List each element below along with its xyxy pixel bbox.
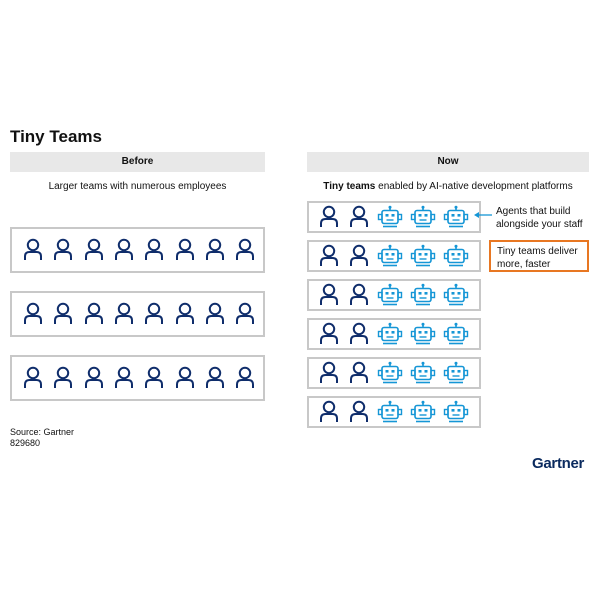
person-icon (348, 322, 370, 346)
page-title: Tiny Teams (10, 127, 102, 146)
person-icon (234, 302, 256, 326)
person-icon (113, 302, 135, 326)
agents-annotation: Agents that build alongside your staff (496, 206, 583, 230)
robot-icon (377, 400, 403, 424)
person-icon (348, 400, 370, 424)
person-icon (174, 238, 196, 262)
robot-icon (410, 322, 436, 346)
person-icon (204, 366, 226, 390)
person-icon (52, 302, 74, 326)
before-team-box (10, 291, 265, 337)
now-subtitle-rest: enabled by AI-native development platforms (375, 181, 573, 192)
person-icon (234, 238, 256, 262)
person-icon (318, 283, 340, 307)
person-icon (318, 361, 340, 385)
before-subtitle: Larger teams with numerous employees (48, 181, 227, 192)
robot-icon (443, 400, 469, 424)
person-icon (174, 366, 196, 390)
person-icon (318, 205, 340, 229)
robot-icon (377, 205, 403, 229)
robot-icon (443, 322, 469, 346)
person-icon (83, 366, 105, 390)
robot-icon (443, 244, 469, 268)
robot-icon (377, 283, 403, 307)
person-icon (204, 238, 226, 262)
person-icon (348, 244, 370, 268)
robot-icon (377, 361, 403, 385)
person-icon (83, 302, 105, 326)
now-subtitle-bold: Tiny teams (323, 181, 376, 192)
robot-icon (443, 283, 469, 307)
person-icon (348, 361, 370, 385)
person-icon (204, 302, 226, 326)
robot-icon (410, 400, 436, 424)
source-line: Source: Gartner (10, 427, 75, 437)
robot-icon (410, 283, 436, 307)
callout-box: Tiny teams deliver more, faster (489, 240, 589, 272)
person-icon (234, 366, 256, 390)
person-icon (52, 366, 74, 390)
before-team-box (10, 355, 265, 401)
gartner-logo: Gartner (532, 455, 585, 472)
doc-id: 829680 (10, 438, 41, 448)
person-icon (174, 302, 196, 326)
person-icon (113, 238, 135, 262)
arrow-left-icon (473, 210, 493, 220)
person-icon (22, 366, 44, 390)
person-icon (143, 238, 165, 262)
robot-icon (410, 205, 436, 229)
person-icon (83, 238, 105, 262)
before-team-box (10, 227, 265, 273)
person-icon (318, 322, 340, 346)
person-icon (348, 205, 370, 229)
source-note (10, 427, 74, 449)
person-icon (22, 302, 44, 326)
person-icon (318, 400, 340, 424)
robot-icon (377, 322, 403, 346)
robot-icon (443, 205, 469, 229)
person-icon (348, 283, 370, 307)
robot-icon (377, 244, 403, 268)
now-subtitle (307, 181, 589, 192)
robot-icon (410, 361, 436, 385)
person-icon (143, 302, 165, 326)
now-header: Now (307, 152, 589, 172)
before-header: Before (10, 152, 265, 172)
person-icon (318, 244, 340, 268)
person-icon (113, 366, 135, 390)
person-icon (52, 238, 74, 262)
person-icon (22, 238, 44, 262)
robot-icon (410, 244, 436, 268)
person-icon (143, 366, 165, 390)
robot-icon (443, 361, 469, 385)
